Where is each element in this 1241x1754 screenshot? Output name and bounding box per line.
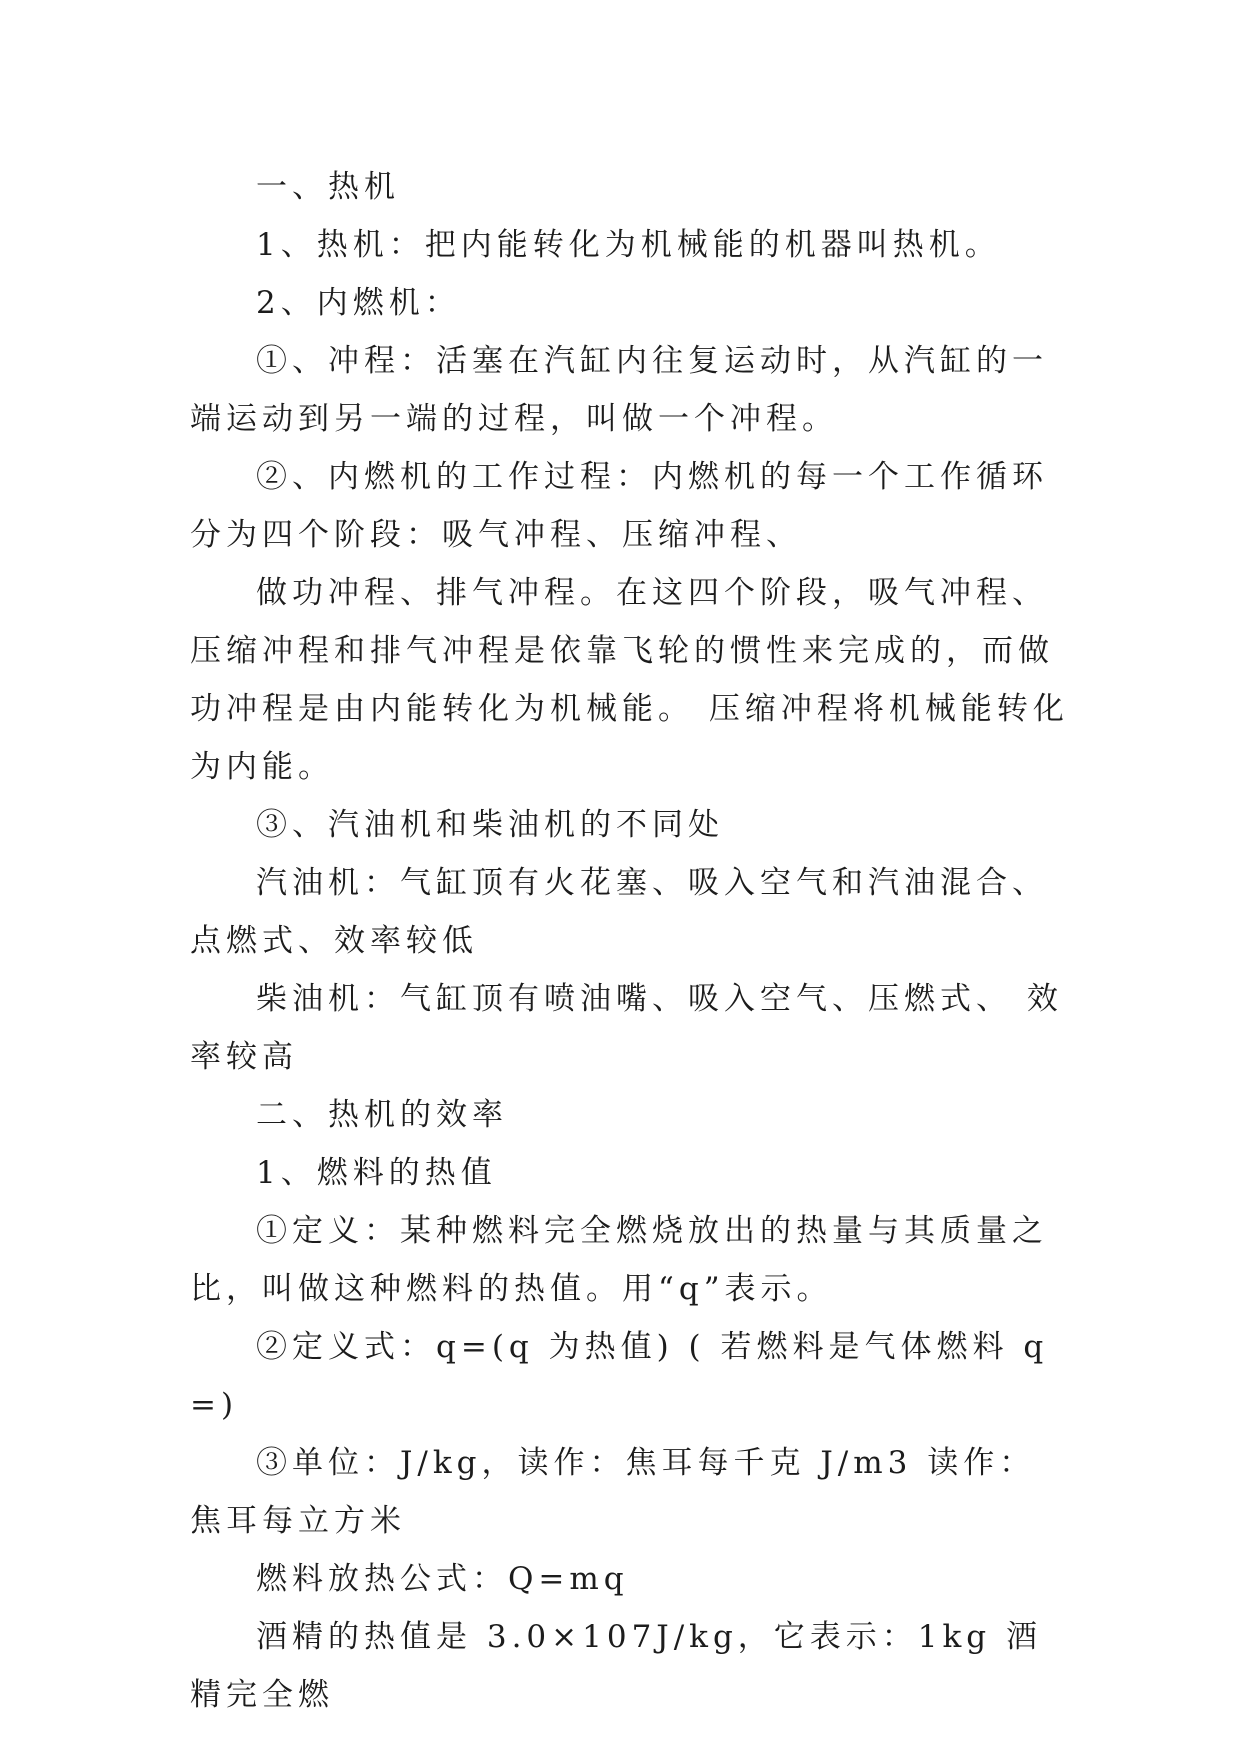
paragraph-stroke: ①、冲程：活塞在汽缸内往复运动时，从汽缸的一端运动到另一端的过程，叫做一个冲程。 — [190, 343, 1048, 437]
paragraph-differences: ③、汽油机和柴油机的不同处 — [256, 807, 724, 843]
paragraph-internal-combustion-engine: 2、内燃机： — [256, 285, 461, 321]
paragraph-fuel-heat-value: 1、燃料的热值 — [256, 1155, 497, 1191]
paragraph-definition-formula: ②定义式：q=(q 为热值) ( 若燃料是气体燃料 q=) — [190, 1329, 1049, 1423]
paragraph-working-process-cont: 做功冲程、排气冲程。在这四个阶段，吸气冲程、压缩冲程和排气冲程是依靠飞轮的惯性来完成的，而做功冲程是由内能转化为机械能。 压缩冲程将机械能转化为内能。 — [190, 575, 1069, 785]
document-body — [190, 158, 1070, 1724]
paragraph-heat-engine-definition: 1、热机：把内能转化为机械能的机器叫热机。 — [256, 227, 1001, 263]
paragraph-gasoline-engine: 汽油机：气缸顶有火花塞、吸入空气和汽油混合、点燃式、效率较低 — [190, 865, 1048, 959]
heading-heat-engine-efficiency: 二、热机的效率 — [256, 1097, 508, 1133]
paragraph-alcohol-heat-value: 酒精的热值是 3.0×107J/kg，它表示：1kg 酒精完全燃 — [190, 1619, 1043, 1713]
paragraph-diesel-engine: 柴油机：气缸顶有喷油嘴、吸入空气、压燃式、 效率较高 — [190, 981, 1063, 1075]
paragraph-unit: ③单位：J/kg，读作：焦耳每千克 J/m3 读作：焦耳每立方米 — [190, 1445, 1036, 1539]
paragraph-heat-release-formula: 燃料放热公式：Q=mq — [256, 1561, 629, 1597]
paragraph-working-process: ②、内燃机的工作过程：内燃机的每一个工作循环分为四个阶段：吸气冲程、压缩冲程、 — [190, 459, 1048, 553]
heading-heat-engine: 一、热机 — [256, 169, 400, 205]
paragraph-heat-value-definition: ①定义：某种燃料完全燃烧放出的热量与其质量之比，叫做这种燃料的热值。用“q”表示。 — [190, 1213, 1048, 1307]
